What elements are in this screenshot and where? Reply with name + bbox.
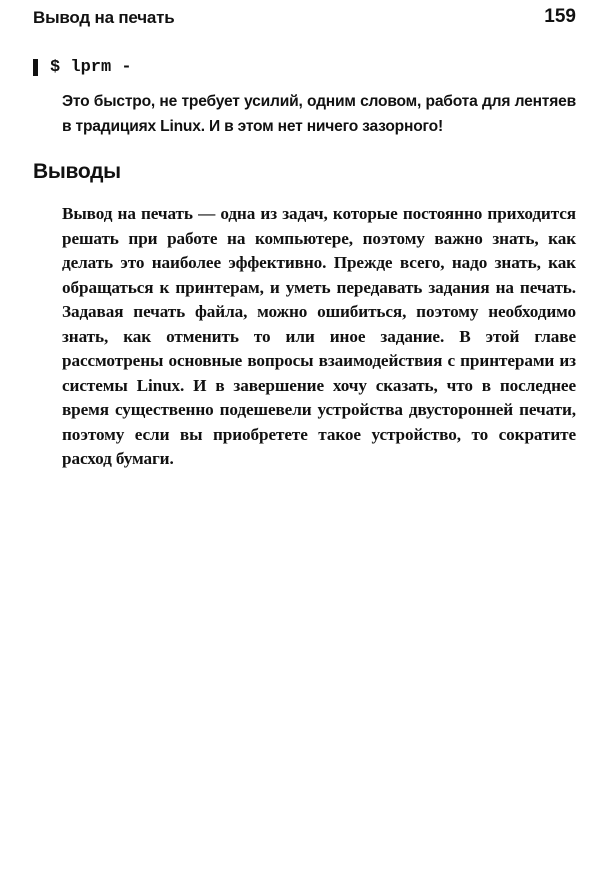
section-heading: Выводы bbox=[33, 160, 121, 183]
code-line bbox=[33, 58, 132, 77]
code-marker-icon bbox=[33, 59, 38, 76]
code-command: $ lprm - bbox=[50, 58, 132, 77]
page-number: 159 bbox=[544, 6, 576, 27]
running-header: Вывод на печать bbox=[33, 8, 175, 27]
conclusion-paragraph: Вывод на печать — одна из задач, которые постоянно приходится решать при работе на компьютере, поэтому важно знать, как делать это наиболее эффективно. Прежде всего, надо знать, как обращаться к принтерам, и уметь передавать задания на печать. Задавая печать файла, можно ошибиться, поэтому необходимо знать, как отменить то или иное задание. В этой главе рассмотрены основные вопросы взаимодействия с принтерами из системы Linux. И в завершение хочу сказать, что в последнее время существенно подешевели устройства двусторонней печати, поэтому если вы приобретете такое устройство, то сократите расход бумаги. bbox=[62, 204, 576, 468]
intro-paragraph: Это быстро, не требует усилий, одним словом, работа для лентяев в традициях Linux. И в этом нет ничего зазорного! bbox=[62, 93, 576, 135]
